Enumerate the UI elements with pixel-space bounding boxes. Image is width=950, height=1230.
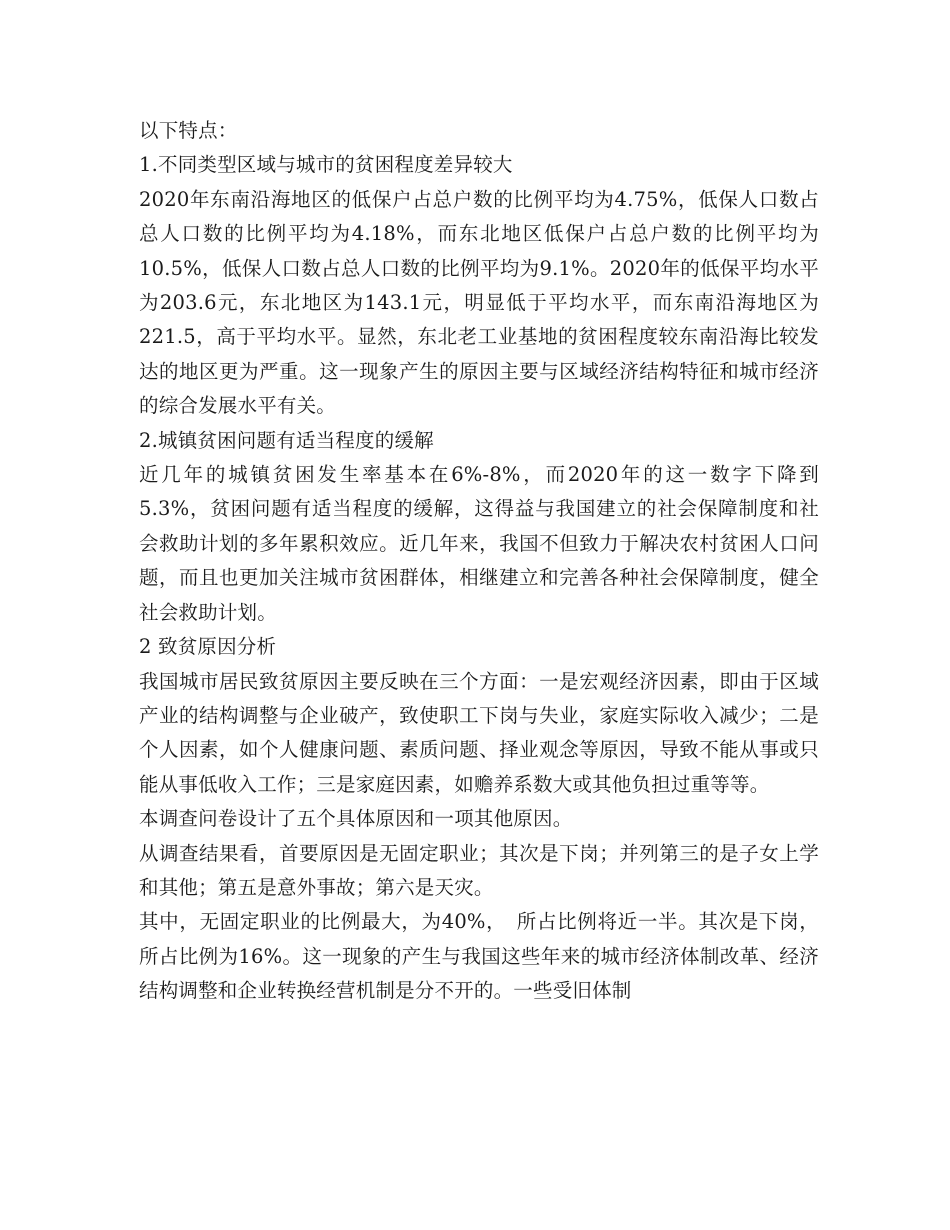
paragraph-cause-factors: 我国城市居民致贫原因主要反映在三个方面：一是宏观经济因素，即由于区域产业的结构调整与企业破产，致使职工下岗与失业，家庭实际收入减少；二是个人因素，如个人健康问题、素质问题、择业观念等原因，导致不能从事或只能从事低收入工作；三是家庭因素，如赡养系数大或其他负担过重等等。 [139, 669, 819, 796]
paragraph-poverty-rate: 近几年的城镇贫困发生率基本在6%-8%，而2020年的这一数字下降到5.3%，贫困问题有适当程度的缓解，这得益与我国建立的社会保障制度和社会救助计划的多年累积效应。近几年来，我国不但致力于解决农村贫困人口问题，而且也更加关注城市贫困群体，相继建立和完善各种社会保障制度，健全社会救助计划。 [139, 463, 819, 624]
paragraph-result-details: 其中，无固定职业的比例最大，为40%， 所占比例将近一半。其次是下岗，所占比例为16%。这一现象的产生与我国这些年来的城市经济体制改革、经济结构调整和企业转换经营机制是分不开的。一些受旧体制 [139, 910, 819, 1003]
section-heading-poverty-relief: 2.城镇贫困问题有适当程度的缓解 [139, 428, 434, 452]
section-heading-regional-difference: 1.不同类型区域与城市的贫困程度差异较大 [139, 153, 513, 177]
paragraph-intro: 以下特点： [139, 119, 238, 142]
section-heading-poverty-causes: 2 致贫原因分析 [139, 635, 277, 659]
paragraph-regional-statistics: 2020年东南沿海地区的低保户占总户数的比例平均为4.75%，低保人口数占总人口数的比例平均为4.18%，而东北地区低保户占总户数的比例平均为10.5%，低保人口数占总人口数的比例平均为9.1%。2020年的低保平均水平为203.6元，东北地区为143.1元，明显低于平均水平，而东南沿海地区为221.5，高于平均水平。显然，东北老工业基地的贫困程度较东南沿海比较发达的地区更为严重。这一现象产生的原因主要与区域经济结构特征和城市经济的综合发展水平有关。 [139, 187, 819, 418]
paragraph-survey-design: 本调查问卷设计了五个具体原因和一项其他原因。 [139, 807, 573, 831]
paragraph-survey-results: 从调查结果看，首要原因是无固定职业；其次是下岗；并列第三的是子女上学和其他；第五是意外事故；第六是天灾。 [139, 841, 819, 899]
document-body [139, 114, 819, 1009]
